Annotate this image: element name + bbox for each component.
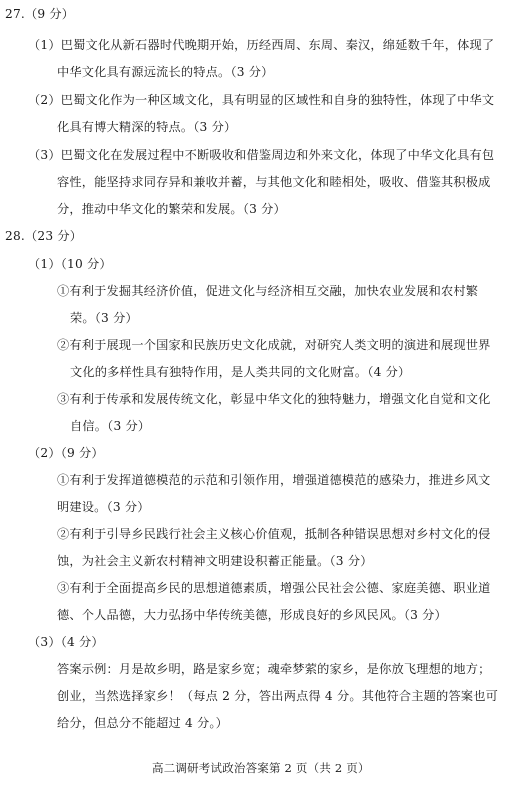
q27-p1-line2: 中华文化具有源远流长的特点。（3 分）	[57, 65, 274, 79]
q28-part1-item3-line2: 自信。（3 分）	[70, 419, 151, 433]
q28-part3-line1: 答案示例：月是故乡明，路是家乡宽；魂牵梦萦的家乡，是你放飞理想的地方；	[57, 662, 491, 676]
q27-p3-line2: 容性，能坚持求同存异和兼收并蓄，与其他文化和睦相处，吸收、借鉴其积极成	[57, 175, 491, 189]
q28-header: 28.（23 分）	[5, 229, 83, 243]
q28-part3-header: （3）（4 分）	[28, 635, 104, 649]
q27-p3-line1: （3）巴蜀文化在发展过程中不断吸收和借鉴周边和外来文化，体现了中华文化具有包	[28, 148, 495, 162]
q28-part2-item3-line1: ③有利于全面提高乡民的思想道德素质，增强公民社会公德、家庭美德、职业道	[57, 581, 491, 595]
q27-p1-line1: （1）巴蜀文化从新石器时代晚期开始，历经西周、东周、秦汉，绵延数千年，体现了	[28, 38, 495, 52]
q28-part1-item2-line1: ②有利于展现一个国家和民族历史文化成就，对研究人类文明的演进和展现世界	[57, 338, 491, 352]
q28-part1-item2-line2: 文化的多样性具有独特作用，是人类共同的文化财富。（4 分）	[70, 365, 411, 379]
q27-p3-line3: 分，推动中华文化的繁荣和发展。（3 分）	[57, 202, 286, 216]
page-footer: 高二调研考试政治答案第 2 页（共 2 页）	[152, 761, 370, 775]
q28-part3-line2: 创业，当然选择家乡！（每点 2 分，答出两点得 4 分。其他符合主题的答案也可	[57, 689, 498, 703]
q28-part2-item2-line1: ②有利于引导乡民践行社会主义核心价值观，抵制各种错误思想对乡村文化的侵	[57, 527, 491, 541]
q28-part2-header: （2）（9 分）	[28, 446, 104, 460]
q28-part2-item3-line2: 德、个人品德，大力弘扬中华传统美德，形成良好的乡风民风。（3 分）	[57, 608, 447, 622]
q27-header: 27.（9 分）	[5, 7, 75, 21]
q28-part3-line3: 给分，但总分不能超过 4 分。）	[57, 716, 229, 730]
q28-part1-item1-line2: 荣。（3 分）	[70, 311, 138, 325]
q28-part2-item1-line1: ①有利于发挥道德模范的示范和引领作用，增强道德模范的感染力，推进乡风文	[57, 473, 491, 487]
q27-p2-line2: 化具有博大精深的特点。（3 分）	[57, 120, 237, 134]
q28-part1-item1-line1: ①有利于发掘其经济价值，促进文化与经济相互交融，加快农业发展和农村繁	[57, 284, 479, 298]
q28-part2-item1-line2: 明建设。（3 分）	[57, 500, 150, 514]
q27-p2-line1: （2）巴蜀文化作为一种区域文化，具有明显的区域性和自身的独特性，体现了中华文	[28, 93, 495, 107]
q28-part1-header: （1）（10 分）	[28, 257, 112, 271]
q28-part1-item3-line1: ③有利于传承和发展传统文化，彰显中华文化的独特魅力，增强文化自觉和文化	[57, 392, 491, 406]
q28-part2-item2-line2: 蚀，为社会主义新农村精神文明建设积蓄正能量。（3 分）	[57, 554, 373, 568]
